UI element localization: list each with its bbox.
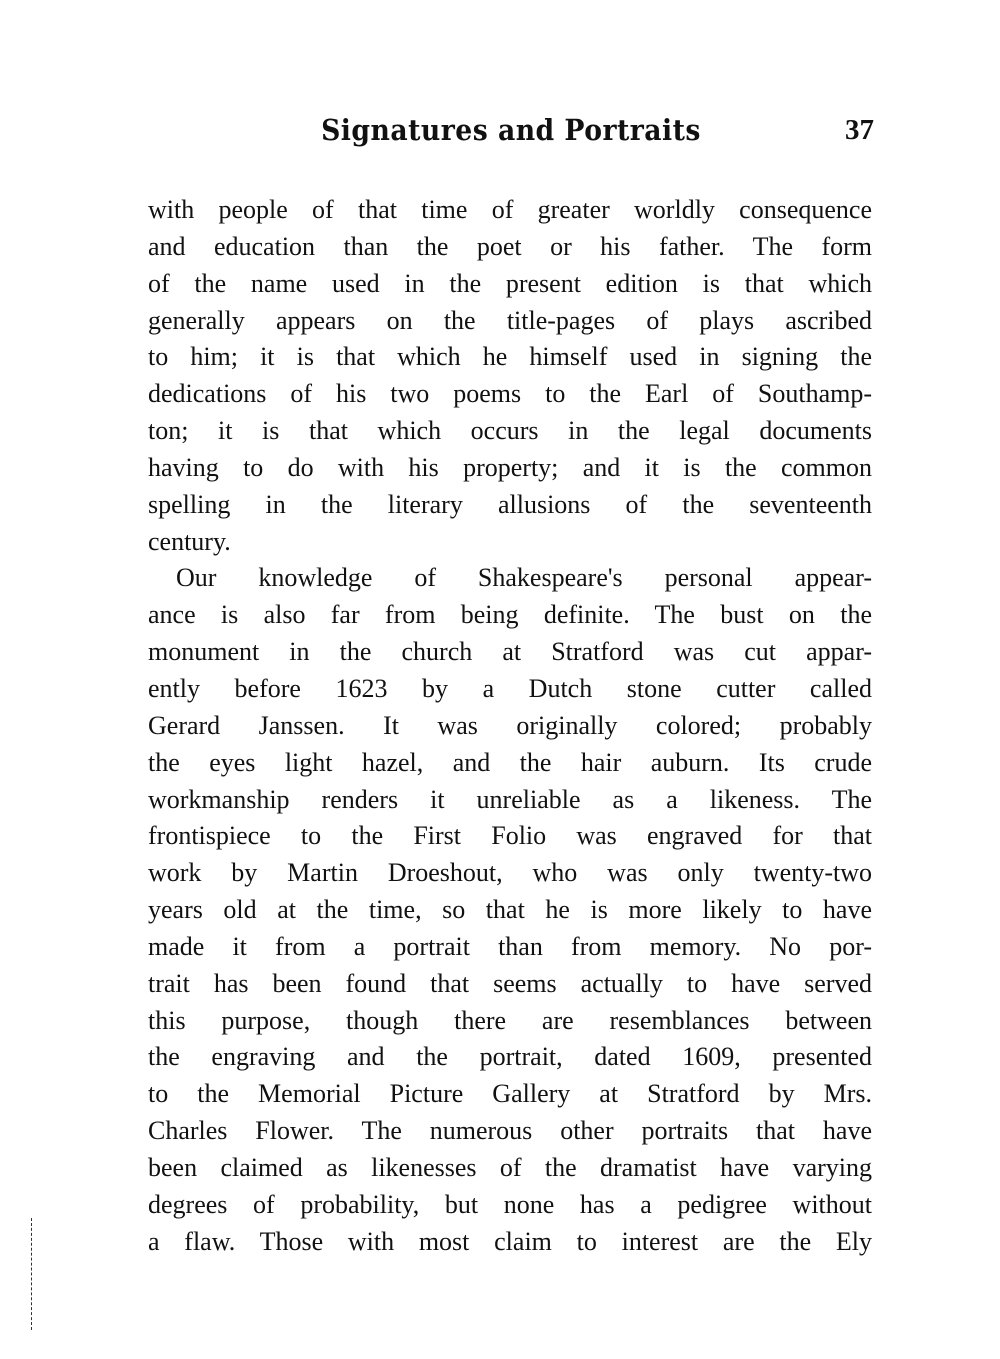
- text-line: the eyes light hazel, and the hair auburn. Its crude: [148, 747, 872, 777]
- text-line: workmanship renders it unreliable as a likeness. The: [148, 784, 872, 814]
- text-line: trait has been found that seems actually to have served: [148, 968, 872, 998]
- text-line: generally appears on the title-pages of plays ascribed: [148, 305, 872, 335]
- body-text: [148, 192, 872, 1260]
- text-line: made it from a portrait than from memory. No por-: [148, 931, 872, 961]
- text-line: years old at the time, so that he is more likely to have: [148, 895, 872, 925]
- text-line: century.: [148, 526, 231, 556]
- text-line: of the name used in the present edition is that which: [148, 268, 872, 298]
- running-title: Signatures and Portraits: [321, 113, 701, 147]
- text-line: to him; it is that which he himself used in signing the: [148, 342, 872, 372]
- text-line: this purpose, though there are resemblances between: [148, 1005, 872, 1035]
- text-line: the engraving and the portrait, dated 1609, presented: [148, 1042, 872, 1072]
- text-line: with people of that time of greater worldly consequence: [148, 195, 872, 224]
- text-line: degrees of probability, but none has a pedigree without: [148, 1189, 872, 1219]
- text-line: work by Martin Droeshout, who was only twenty-two: [148, 858, 872, 888]
- margin-scan-artifact: [31, 1218, 32, 1330]
- text-line: frontispiece to the First Folio was engraved for that: [148, 821, 872, 851]
- text-line: Gerard Janssen. It was originally colored; probably: [148, 710, 872, 740]
- text-line: Our knowledge of Shakespeare's personal appear-: [176, 563, 872, 593]
- text-line: having to do with his property; and it is the common: [148, 452, 872, 482]
- text-line: dedications of his two poems to the Earl of Southamp-: [148, 379, 872, 409]
- text-line: ance is also far from being definite. The bust on the: [148, 600, 872, 630]
- text-line: and education than the poet or his father. The form: [148, 231, 872, 261]
- running-head: [148, 108, 874, 152]
- text-line: spelling in the literary allusions of the seventeenth: [148, 489, 872, 519]
- text-line: Charles Flower. The numerous other portraits that have: [148, 1116, 872, 1146]
- text-line: to the Memorial Picture Gallery at Stratford by Mrs.: [148, 1079, 872, 1109]
- text-line: a flaw. Those with most claim to interest are the Ely: [148, 1226, 872, 1256]
- text-line: monument in the church at Stratford was cut appar-: [148, 637, 872, 667]
- text-line: ently before 1623 by a Dutch stone cutter called: [148, 673, 872, 703]
- text-line: ton; it is that which occurs in the legal documents: [148, 416, 872, 446]
- page-number: 37: [845, 114, 874, 146]
- text-line: been claimed as likenesses of the dramatist have varying: [148, 1152, 872, 1182]
